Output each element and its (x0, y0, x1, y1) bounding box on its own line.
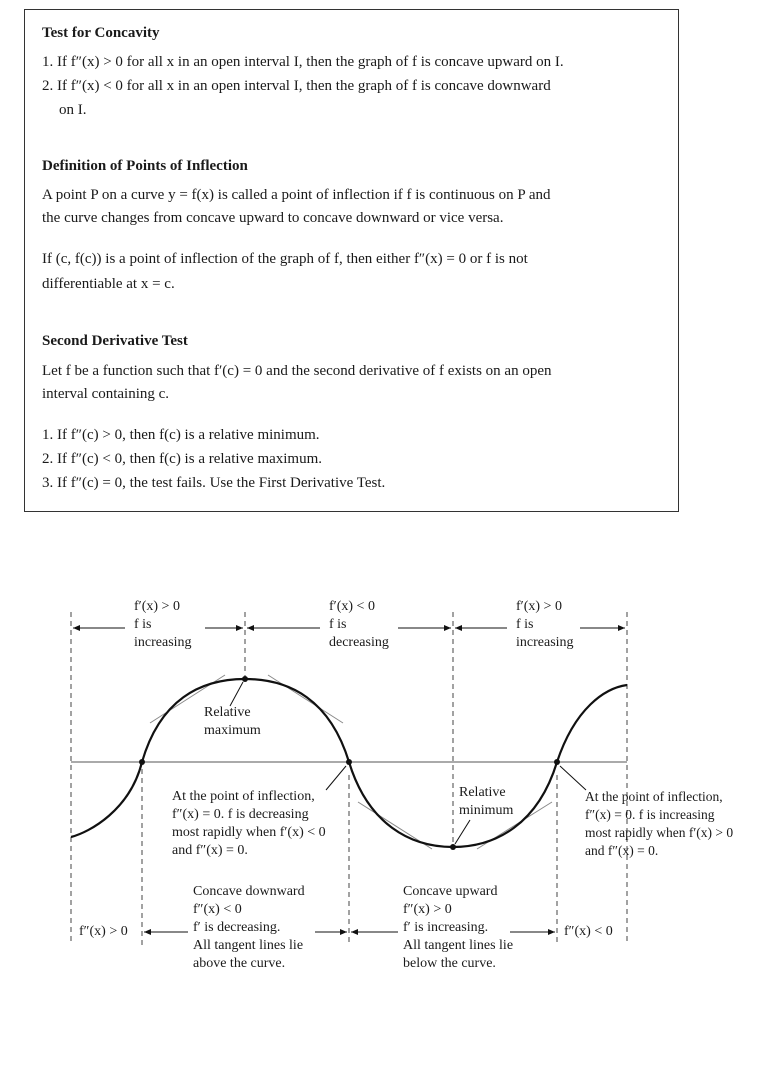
guide-lines (71, 612, 627, 945)
label-line: At the point of inflection, (585, 789, 723, 804)
concavity-item-2: 2. If f″(x) < 0 for all x in an open interval I, then the graph of f is concave downward (42, 78, 551, 94)
label-line: f″(x) > 0 (403, 902, 452, 917)
theorem-box (24, 9, 679, 512)
inflection-point-dot (346, 759, 352, 765)
second-derivative-intro-2: interval containing c. (42, 386, 170, 402)
inflection-title: Definition of Points of Inflection (42, 158, 248, 174)
label-line: f is (516, 617, 534, 632)
label-second-derivative-right: f″(x) < 0 (564, 924, 613, 939)
label-line: f′(x) < 0 (329, 599, 375, 614)
inflection-point-dot (554, 759, 560, 765)
label-concave-downward (193, 883, 305, 973)
leader-inflection-left (326, 766, 346, 790)
label-line: f is (329, 617, 347, 632)
label-line: f′ is increasing. (403, 920, 489, 935)
label-inflection-right (585, 788, 733, 860)
inflection-rule-line-2: differentiable at x = c. (42, 276, 175, 292)
label-inflection-left (172, 788, 326, 860)
label-line: f″(x) = 0. f is increasing (585, 807, 715, 822)
label-line: f is (134, 617, 152, 632)
label-line: most rapidly when f′(x) > 0 (585, 825, 734, 840)
label-line: Relative (459, 785, 506, 800)
second-derivative-item-2: 2. If f″(c) < 0, then f(c) is a relative maximum. (42, 451, 323, 467)
label-line: maximum (204, 723, 261, 738)
label-line: increasing (516, 635, 574, 650)
concavity-diagram (0, 590, 768, 990)
label-line: above the curve. (193, 956, 286, 971)
concavity-title: Test for Concavity (42, 25, 160, 41)
label-line: and f″(x) = 0. (585, 843, 659, 858)
relative-maximum-dot (242, 676, 248, 682)
label-decreasing (329, 598, 389, 652)
concavity-item-1: 1. If f″(x) > 0 for all x in an open interval I, then the graph of f is concave upward on I. (42, 54, 564, 70)
leader-relative-min (455, 820, 470, 844)
label-line: At the point of inflection, (172, 789, 315, 804)
second-derivative-item-1: 1. If f″(c) > 0, then f(c) is a relative minimum. (42, 427, 320, 443)
label-line: increasing (134, 635, 192, 650)
second-derivative-intro-1: Let f be a function such that f′(c) = 0 and the second derivative of f exists on an open (42, 363, 552, 379)
label-line: below the curve. (403, 956, 496, 971)
label-line: decreasing (329, 635, 389, 650)
label-line: most rapidly when f′(x) < 0 (172, 825, 326, 840)
label-line: f″(x) < 0 (193, 902, 242, 917)
second-derivative-item-3: 3. If f″(c) = 0, the test fails. Use the First Derivative Test. (42, 475, 386, 491)
label-line: minimum (459, 803, 514, 818)
label-concave-upward (403, 883, 513, 973)
concavity-item-2-cont: on I. (59, 102, 87, 118)
label-relative-minimum (459, 784, 513, 820)
label-line: Relative (204, 705, 251, 720)
label-line: All tangent lines lie (403, 938, 514, 953)
second-derivative-title: Second Derivative Test (42, 333, 188, 349)
leader-relative-max (230, 682, 243, 706)
leader-inflection-right (560, 766, 586, 790)
inflection-def-line-2: the curve changes from concave upward to concave downward or vice versa. (42, 210, 504, 226)
label-line: f′(x) > 0 (134, 599, 180, 614)
label-line: All tangent lines lie (193, 938, 304, 953)
label-line: and f″(x) = 0. (172, 843, 248, 858)
label-second-derivative-left: f″(x) > 0 (79, 924, 128, 939)
label-line: f′ is decreasing. (193, 920, 281, 935)
label-increasing-left (134, 598, 192, 652)
inflection-def-line-1: A point P on a curve y = f(x) is called a point of inflection if f is continuous on P and (42, 187, 551, 203)
label-line: Concave downward (193, 884, 305, 899)
label-increasing-right (516, 598, 574, 652)
relative-minimum-dot (450, 844, 456, 850)
inflection-point-dot (139, 759, 145, 765)
label-line: Concave upward (403, 884, 498, 899)
inflection-rule-line-1: If (c, f(c)) is a point of inflection of the graph of f, then either f″(x) = 0 or f is not (42, 251, 528, 267)
label-line: f″(x) = 0. f is decreasing (172, 807, 309, 822)
tangent-line (268, 675, 343, 723)
label-line: f′(x) > 0 (516, 599, 562, 614)
label-relative-maximum (204, 704, 261, 740)
